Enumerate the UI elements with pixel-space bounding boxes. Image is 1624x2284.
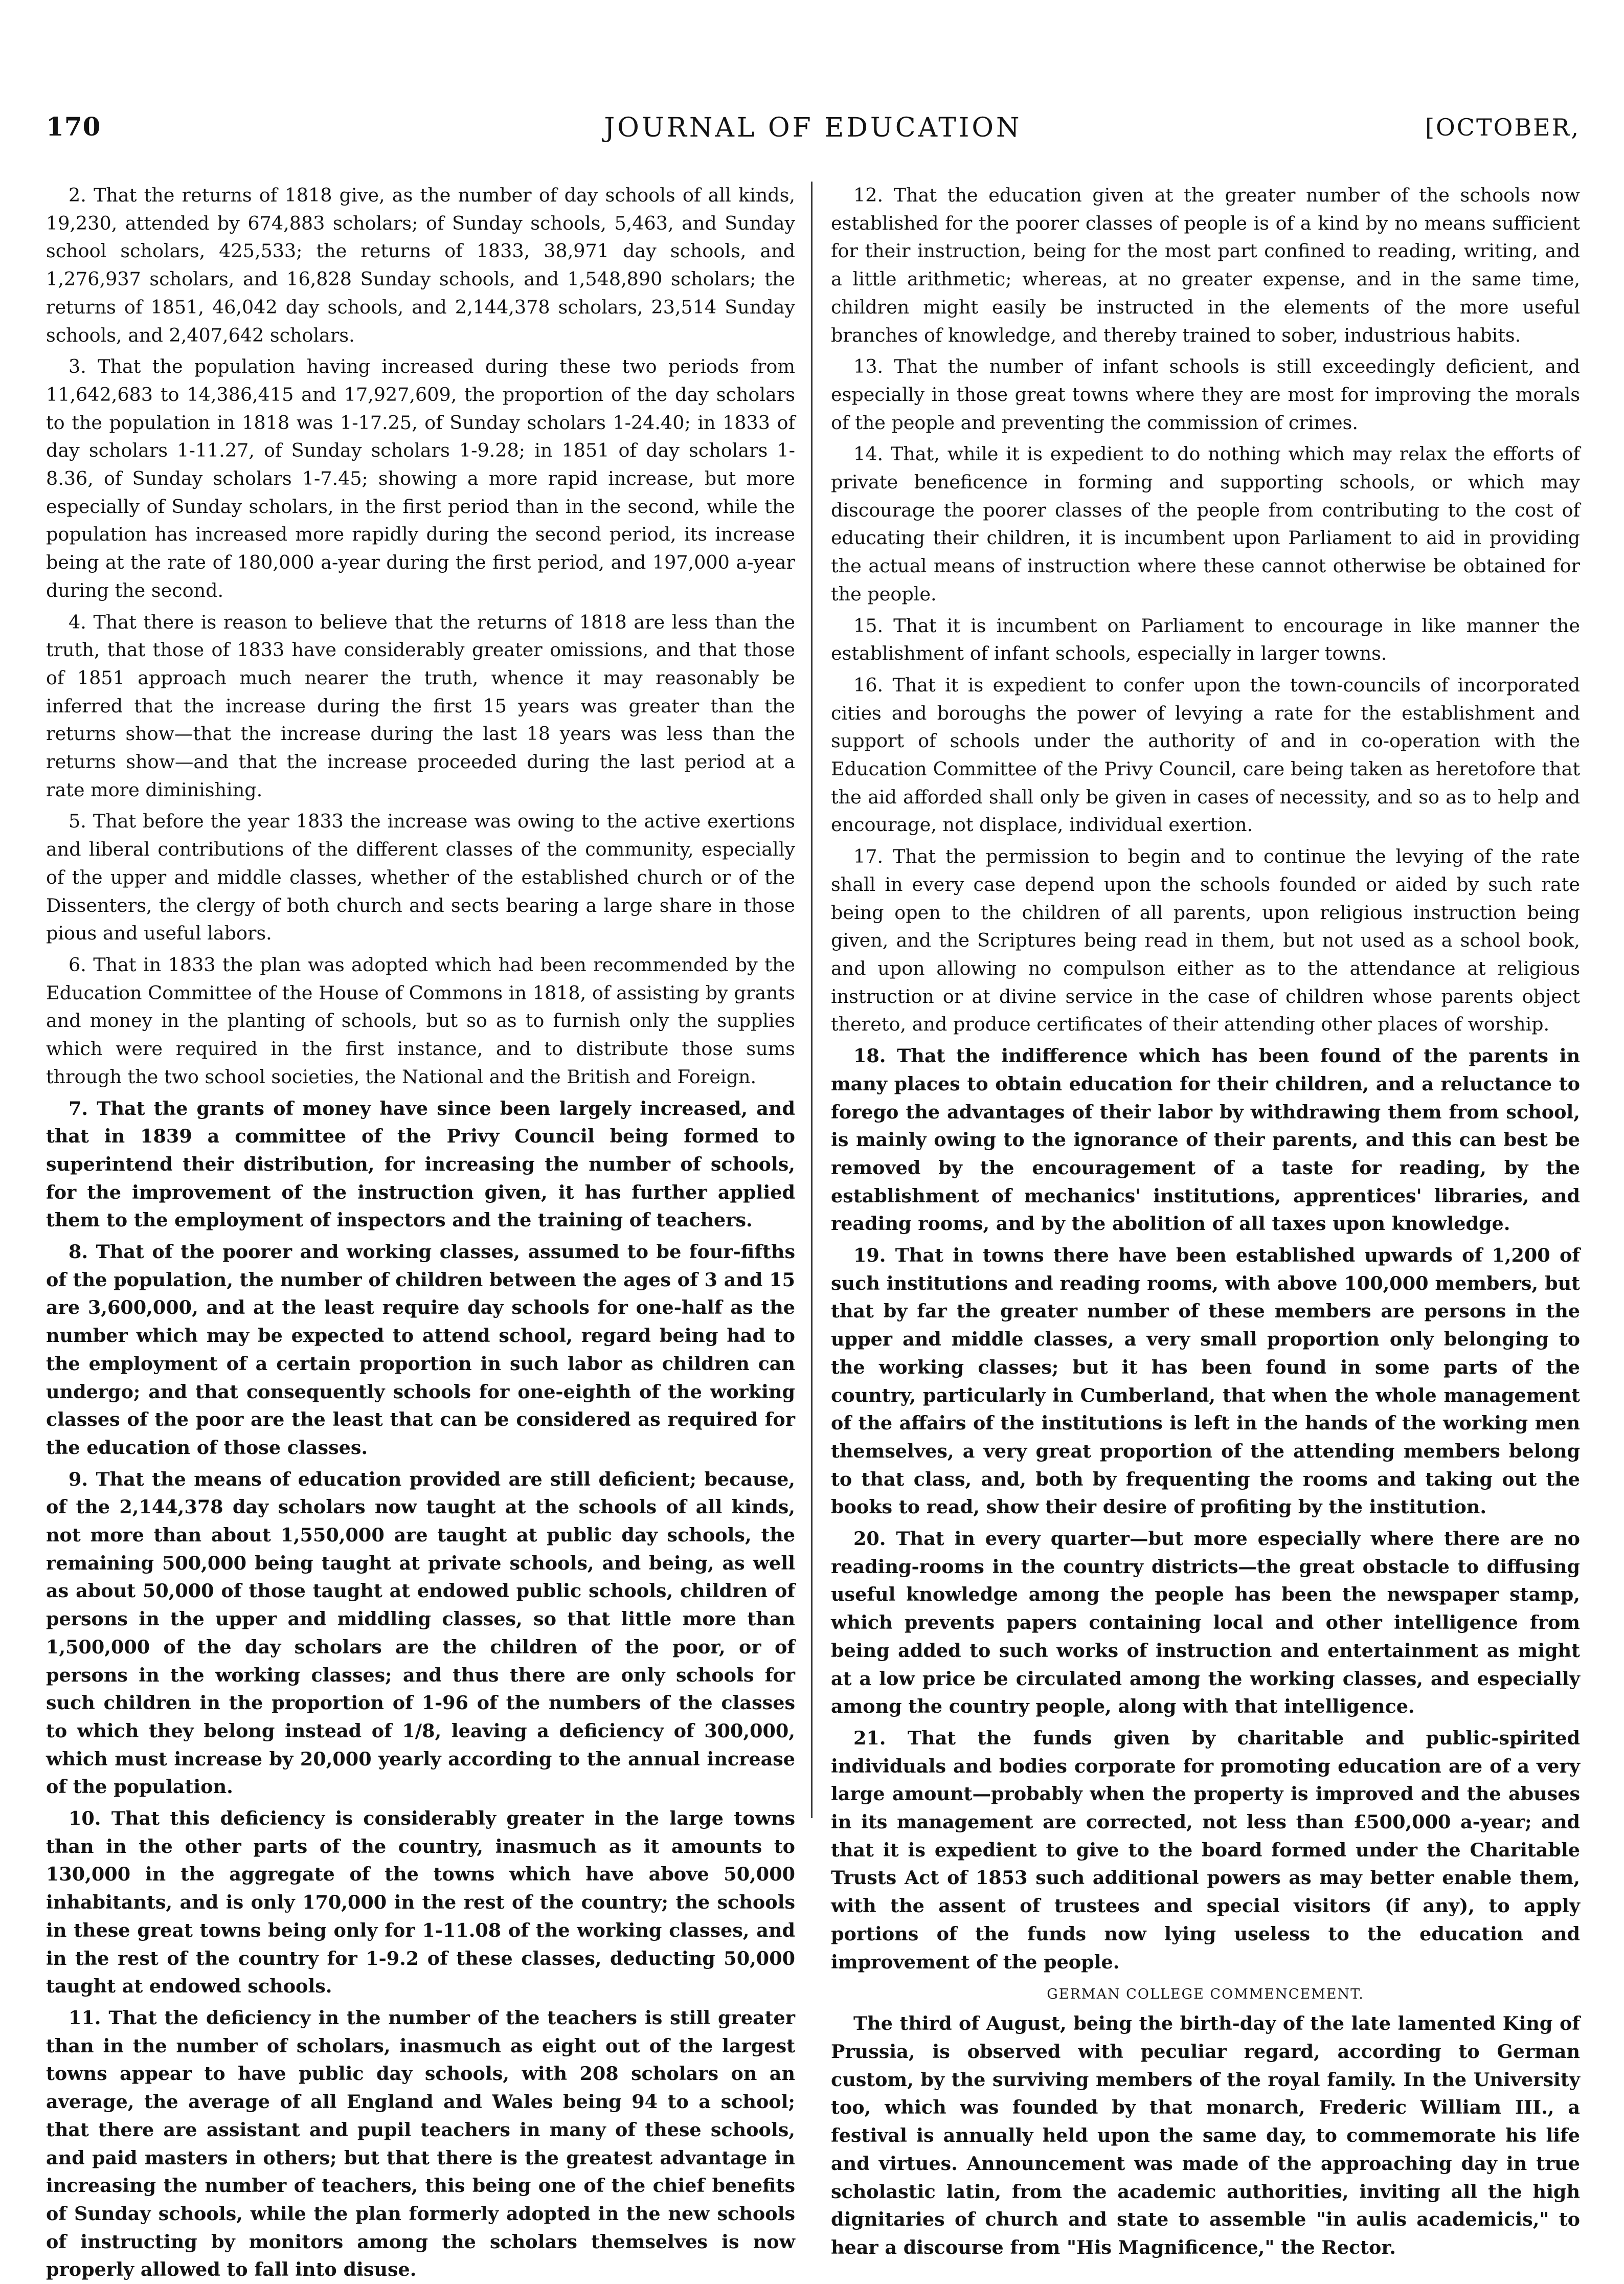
page-header	[46, 111, 1580, 158]
section-heading: GERMAN COLLEGE COMMENCEMENT.	[1047, 1986, 1364, 2003]
paragraph-21: 21. That the funds given by charitable and public-spirited individuals and bodies corporate for promoting education are of a very large amount—probably when the property is improved and the abuses in its management are corrected, not less than £500,000 a-year; and that it is expedient to give to the board formed under the Charitable Trusts Act of 1853 such additional powers as may better enable them, with the assent of trustees and special visitors (if any), to apply portions of the funds now lying useless to the education and improvement of the people.	[831, 1727, 1580, 1973]
month-label: [OCTOBER,	[1425, 114, 1580, 141]
paragraph-11: 11. That the deficiency in the number of the teachers is still greater than in the number of scholars, inasmuch as eight out of the largest towns appear to have public day schools, with 208 scholars on an average, the average of all England and Wales being 94 to a school; that there are assistant and pupil teachers in many of these schools, and paid masters in others; but that there is the greatest advantage in increasing the number of teachers, this being one of the chief benefits of Sunday schools, while the plan formerly adopted in the new schools of instructing by monitors among the scholars themselves is now properly allowed to fall into disuse.	[46, 2007, 795, 2281]
left-column	[46, 182, 795, 2281]
paragraph-2: 2. That the returns of 1818 give, as the number of day schools of all kinds, 19,230, attended by 674,883 scholars; of Sunday schools, 5,463, and Sunday school scholars, 425,533; the returns of 1833, 38,971 day schools, and 1,276,937 scholars, and 16,828 Sunday schools, and 1,548,890 scholars; the returns of 1851, 46,042 day schools, and 2,144,378 scholars, 23,514 Sunday schools, and 2,407,642 scholars.	[46, 184, 795, 346]
running-title: JOURNAL OF EDUCATION	[604, 113, 1022, 143]
paragraph-17: 17. That the permission to begin and to continue the levying of the rate shall in every case depend upon the schools founded or aided by such rate being open to the children of all parents, upon religious instruction being given, and the Scriptures being read in them, but not used as a school book, and upon allowing no compulson either as to the attendance at religious instruction or at divine service in the case of children whose parents object thereto, and produce certificates of their attending other places of worship.	[831, 845, 1580, 1036]
column-divider	[811, 182, 813, 1818]
paragraph-18: 18. That the indifference which has been found of the parents in many places to obtain education for their children, and a reluctance to forego the advantages of their labor by withdrawing them from school, is mainly owing to the ignorance of their parents, and this can best be removed by the encouragement of a taste for reading, by the establishment of mechanics' institutions, apprentices' libraries, and reading rooms, and by the abolition of all taxes upon knowledge.	[831, 1045, 1580, 1235]
paragraph-6: 6. That in 1833 the plan was adopted which had been recommended by the Education Committee of the House of Commons in 1818, of assisting by grants and money in the planting of schools, but so as to furnish only the supplies which were required in the first instance, and to distribute those sums through the two school societies, the National and the British and Foreign.	[46, 953, 795, 1088]
paragraph-3: 3. That the population having increased during these two periods from 11,642,683 to 14,386,415 and 17,927,609, the proportion of the day scholars to the population in 1818 was 1-17.25, of Sunday scholars 1-24.40; in 1833 of day scholars 1-11.27, of Sunday scholars 1-9.28; in 1851 of day scholars 1-8.36, of Sunday scholars 1-7.45; showing a more rapid increase, but more especially of Sunday scholars, in the first period than in the second, while the population has increased more rapidly during the second period, its increase being at the rate of 180,000 a-year during the first period, and 197,000 a-year during the second.	[46, 355, 795, 601]
paragraph-8: 8. That of the poorer and working classes, assumed to be four-fifths of the population, the number of children between the ages of 3 and 15 are 3,600,000, and at the least require day schools for one-half as the number which may be expected to attend school, regard being had to the employment of a certain proportion in such labor as children can undergo; and that consequently schools for one-eighth of the working classes of the poor are the least that can be considered as required for the education of those classes.	[46, 1241, 795, 1459]
commencement-paragraph: The third of August, being the birth-day of the late lamented King of Prussia, is observed with peculiar regard, according to German custom, by the surviving members of the royal family. In the University too, which was founded by that monarch, Frederic William III., a festival is annually held upon the same day, to commemorate his life and virtues. Announcement was made of the approaching day in true scholastic latin, from the academic authorities, inviting all the high dignitaries of church and state to assemble "in aulis academicis," to hear a discourse from "His Magnificence," the Rector.	[831, 2012, 1580, 2258]
paragraph-19: 19. That in towns there have been established upwards of 1,200 of such institutions and reading rooms, with above 100,000 members, but that by far the greater number of these members are persons in the upper and middle classes, a very small proportion only belonging to the working classes; but it has been found in some parts of the country, particularly in Cumberland, that when the whole management of the affairs of the institutions is left in the hands of the working men themselves, a very great proportion of the attending members belong to that class, and, both by frequenting the rooms and taking out the books to read, show their desire of profiting by the institution.	[831, 1244, 1580, 1518]
paragraph-9: 9. That the means of education provided are still deficient; because, of the 2,144,378 day scholars now taught at the schools of all kinds, not more than about 1,550,000 are taught at public day schools, the remaining 500,000 being taught at private schools, and being, as well as about 50,000 of those taught at endowed public schools, children of persons in the upper and middling classes, so that little more than 1,500,000 of the day scholars are the children of the poor, or of persons in the working classes; and thus there are only schools for such children in the proportion of 1-96 of the numbers of the classes to which they belong instead of 1/8, leaving a deficiency of 300,000, which must increase by 20,000 yearly according to the annual increase of the population.	[46, 1468, 795, 1798]
page-number: 170	[46, 111, 101, 142]
right-column	[831, 182, 1580, 2258]
paragraph-16: 16. That it is expedient to confer upon the town-councils of incorporated cities and boroughs the power of levying a rate for the establishment and support of schools under the authority of and in co-operation with the Education Committee of the Privy Council, care being taken as heretofore that the aid afforded shall only be given in cases of necessity, and so as to help and encourage, not displace, individual exertion.	[831, 674, 1580, 836]
paragraph-15: 15. That it is incumbent on Parliament to encourage in like manner the establishment of infant schools, especially in larger towns.	[831, 614, 1580, 665]
paragraph-4: 4. That there is reason to believe that the returns of 1818 are less than the truth, that those of 1833 have considerably greater omissions, and that those of 1851 approach much nearer the truth, whence it may reasonably be inferred that the increase during the first 15 years was greater than the returns show—that the increase during the last 18 years was less than the returns show—and that the increase proceeded during the last period at a rate more diminishing.	[46, 611, 795, 801]
paragraph-12: 12. That the education given at the greater number of the schools now established for the poorer classes of people is of a kind by no means sufficient for their instruction, being for the most part confined to reading, writing, and a little arithmetic; whereas, at no greater expense, and in the same time, children might easily be instructed in the elements of the more useful branches of knowledge, and thereby trained to sober, industrious habits.	[831, 184, 1580, 346]
paragraph-20: 20. That in every quarter—but more especially where there are no reading-rooms in the country districts—the great obstacle to diffusing useful knowledge among the people has been the newspaper stamp, which prevents papers containing local and other intelligence from being added to such works of instruction and entertainment as might at a low price be circulated among the working classes, and especially among the country people, along with that intelligence.	[831, 1528, 1580, 1718]
paragraph-14: 14. That, while it is expedient to do nothing which may relax the efforts of private beneficence in forming and supporting schools, or which may discourage the poorer classes of the people from contributing to the cost of educating their children, it is incumbent upon Parliament to aid in providing the actual means of instruction where these cannot otherwise be obtained for the people.	[831, 443, 1580, 605]
paragraph-13: 13. That the number of infant schools is still exceedingly deficient, and especially in those great towns where they are most for improving the morals of the people and preventing the commission of crimes.	[831, 355, 1580, 434]
paragraph-10: 10. That this deficiency is considerably greater in the large towns than in the other parts of the country, inasmuch as it amounts to 130,000 in the aggregate of the towns which have above 50,000 inhabitants, and is only 170,000 in the rest of the country; the schools in these great towns being only for 1-11.08 of the working classes, and in the rest of the country for 1-9.2 of these classes, deducting 50,000 taught at endowed schools.	[46, 1807, 795, 1998]
paragraph-5: 5. That before the year 1833 the increase was owing to the active exertions and liberal contributions of the different classes of the community, especially of the upper and middle classes, whether of the established church or of the Dissenters, the clergy of both church and sects bearing a large share in those pious and useful labors.	[46, 810, 795, 945]
paragraph-7: 7. That the grants of money have since been largely increased, and that in 1839 a committee of the Privy Council being formed to superintend their distribution, for increasing the number of schools, for the improvement of the instruction given, it has further applied them to the employment of inspectors and the training of teachers.	[46, 1097, 795, 1231]
